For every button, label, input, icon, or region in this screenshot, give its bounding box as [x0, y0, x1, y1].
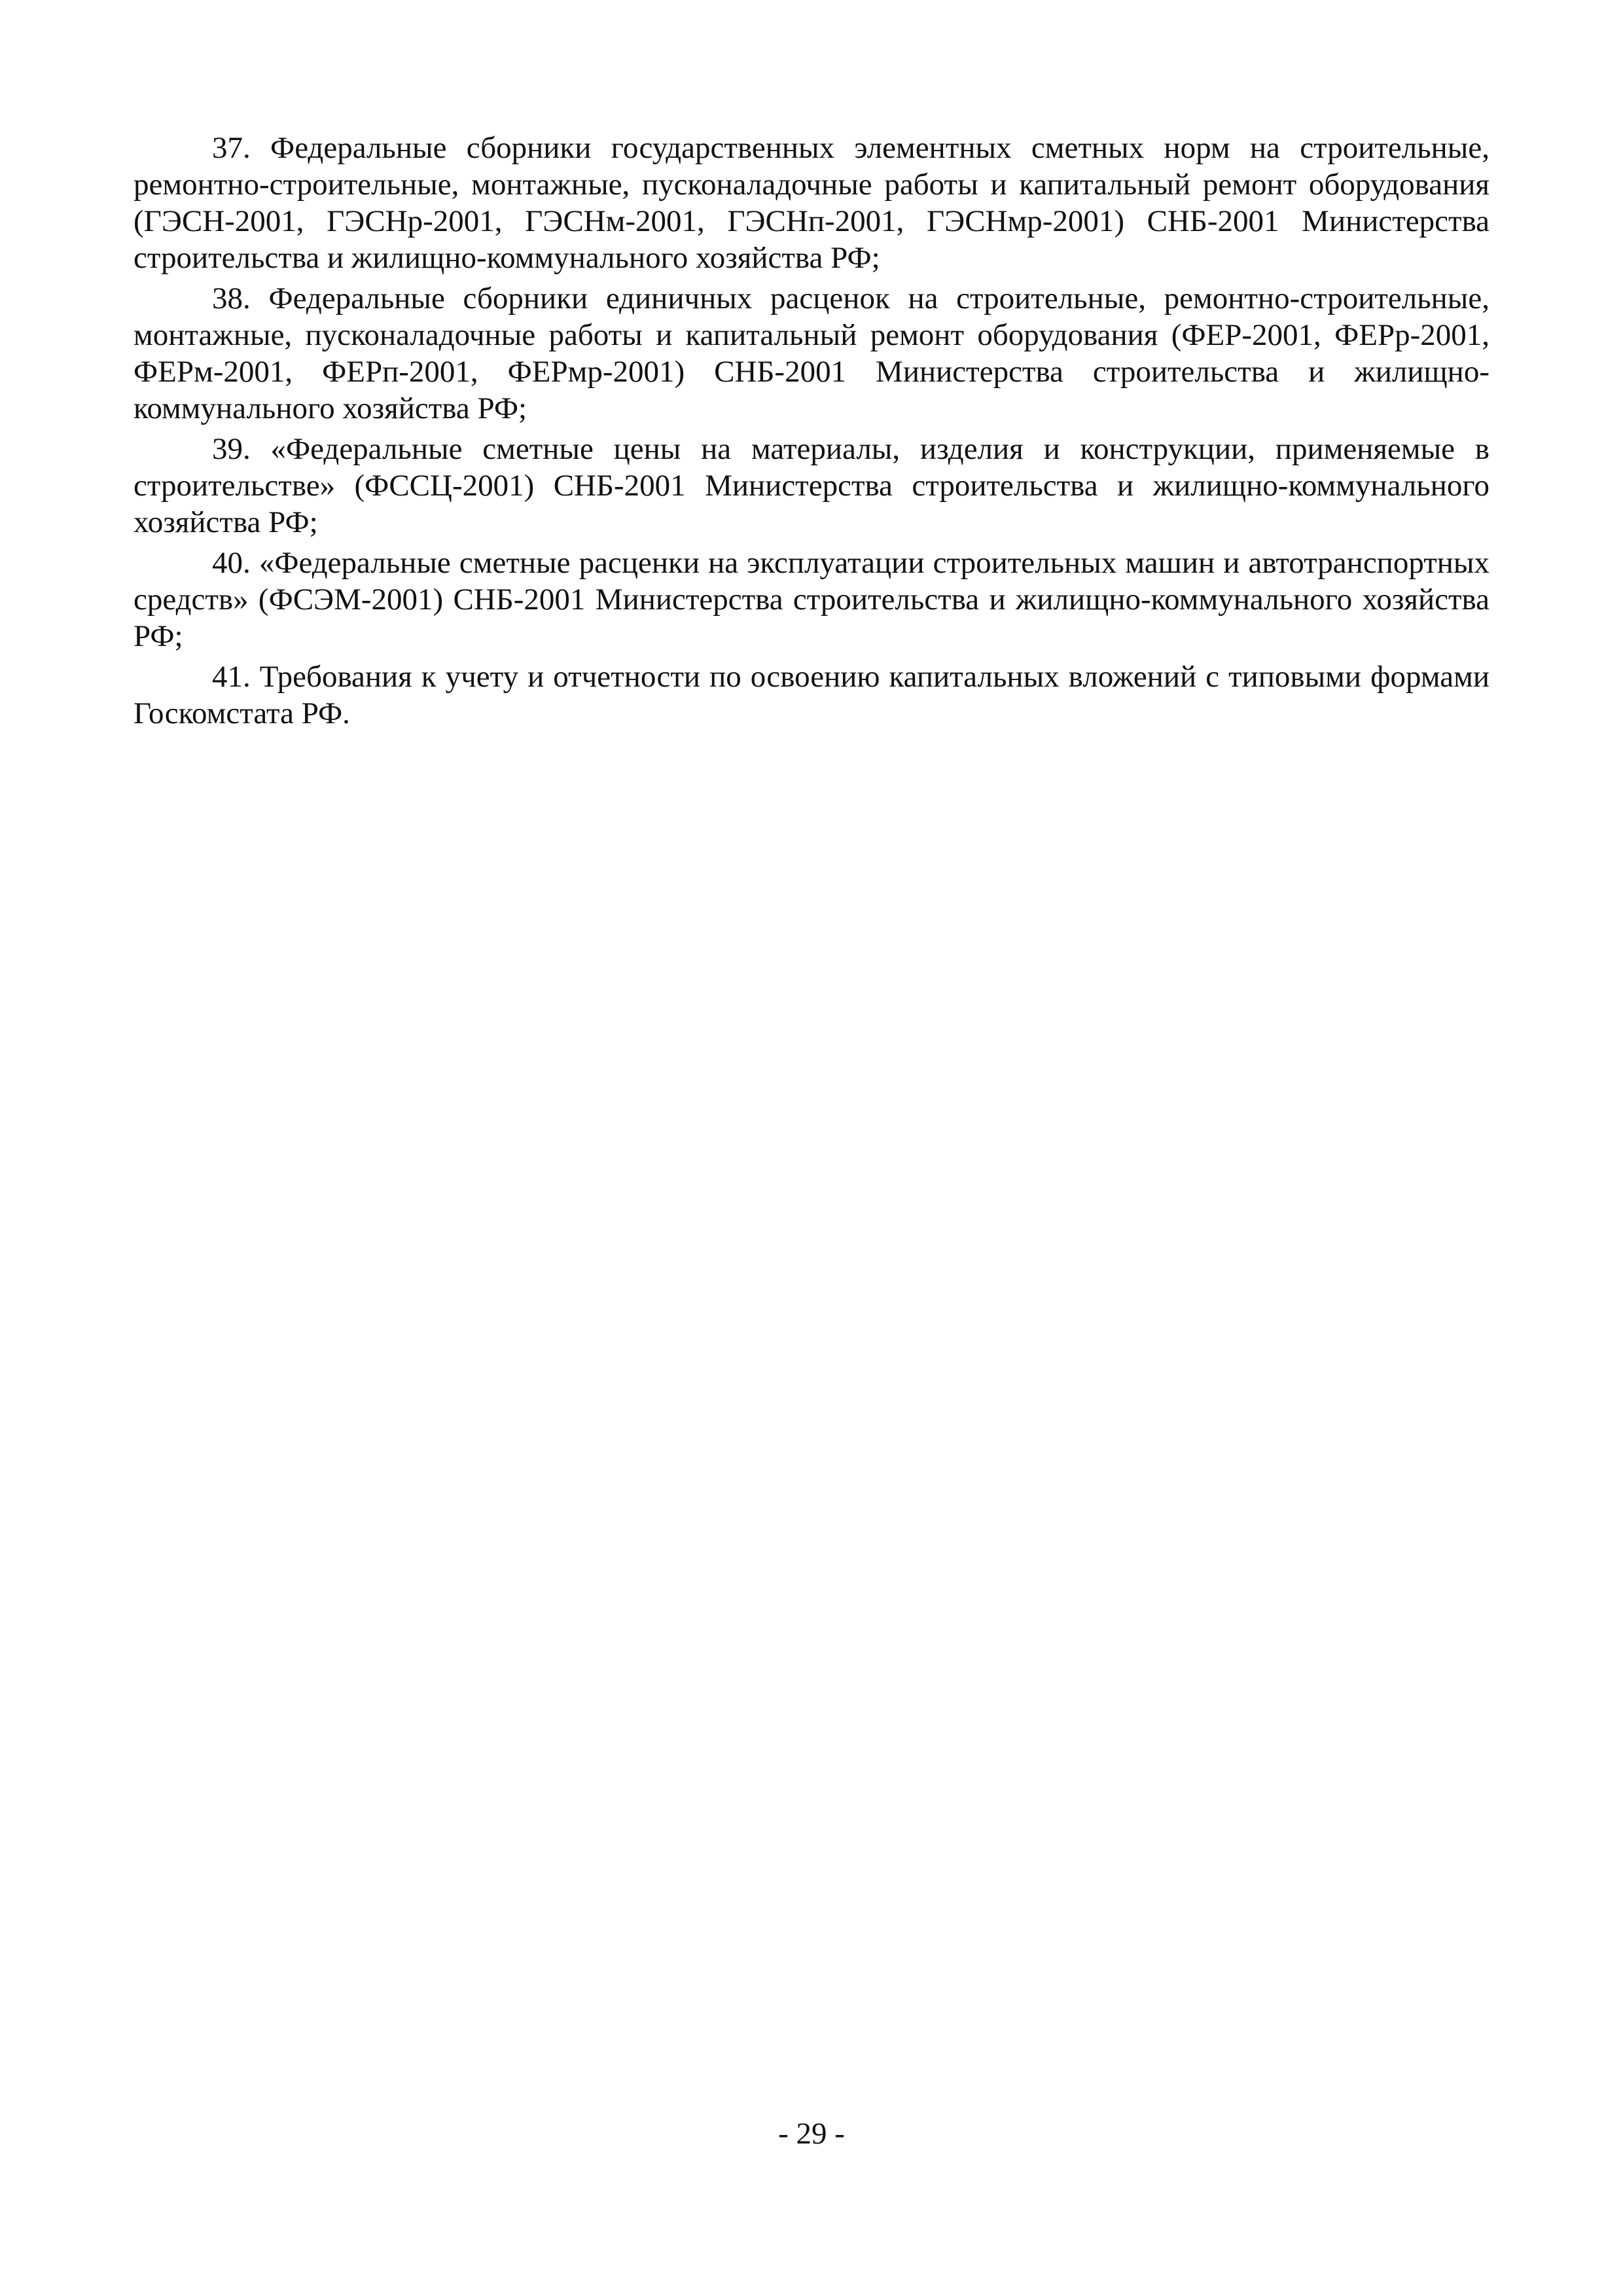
- text-block: [134, 130, 1489, 736]
- page-number: - 29 -: [778, 2117, 845, 2151]
- paragraph-38: 38. Федеральные сборники единичных расценок на строительные, ремонтно-строительные, монтажные, пусконаладочные работы и капитальный ремонт оборудования (ФЕР-2001, ФЕРр-2001, ФЕРм-2001, ФЕРп-2001, ФЕРмр-2001) СНБ-2001 Министерства строительства и жилищно-коммунального хозяйства РФ;: [134, 281, 1489, 425]
- paragraph-41: 41. Требования к учету и отчетности по освоению капитальных вложений с типовыми формами Госкомстата РФ.: [134, 660, 1489, 730]
- paragraph-37: 37. Федеральные сборники государственных элементных сметных норм на строительные, ремонтно-строительные, монтажные, пусконаладочные работы и капитальный ремонт оборудования (ГЭСН-2001, ГЭСНр-2001, ГЭСНм-2001, ГЭСНп-2001, ГЭСНмр-2001) СНБ-2001 Министерства строительства и жилищно-коммунального хозяйства РФ;: [134, 131, 1489, 275]
- paragraph-39: 39. «Федеральные сметные цены на материалы, изделия и конструкции, применяемые в строительстве» (ФССЦ-2001) СНБ-2001 Министерства строительства и жилищно-коммунального хозяйства РФ;: [134, 432, 1489, 539]
- paragraph-40: 40. «Федеральные сметные расценки на эксплуатации строительных машин и автотранспортных средств» (ФСЭМ-2001) СНБ-2001 Министерства строительства и жилищно-коммунального хозяйства РФ;: [134, 546, 1489, 653]
